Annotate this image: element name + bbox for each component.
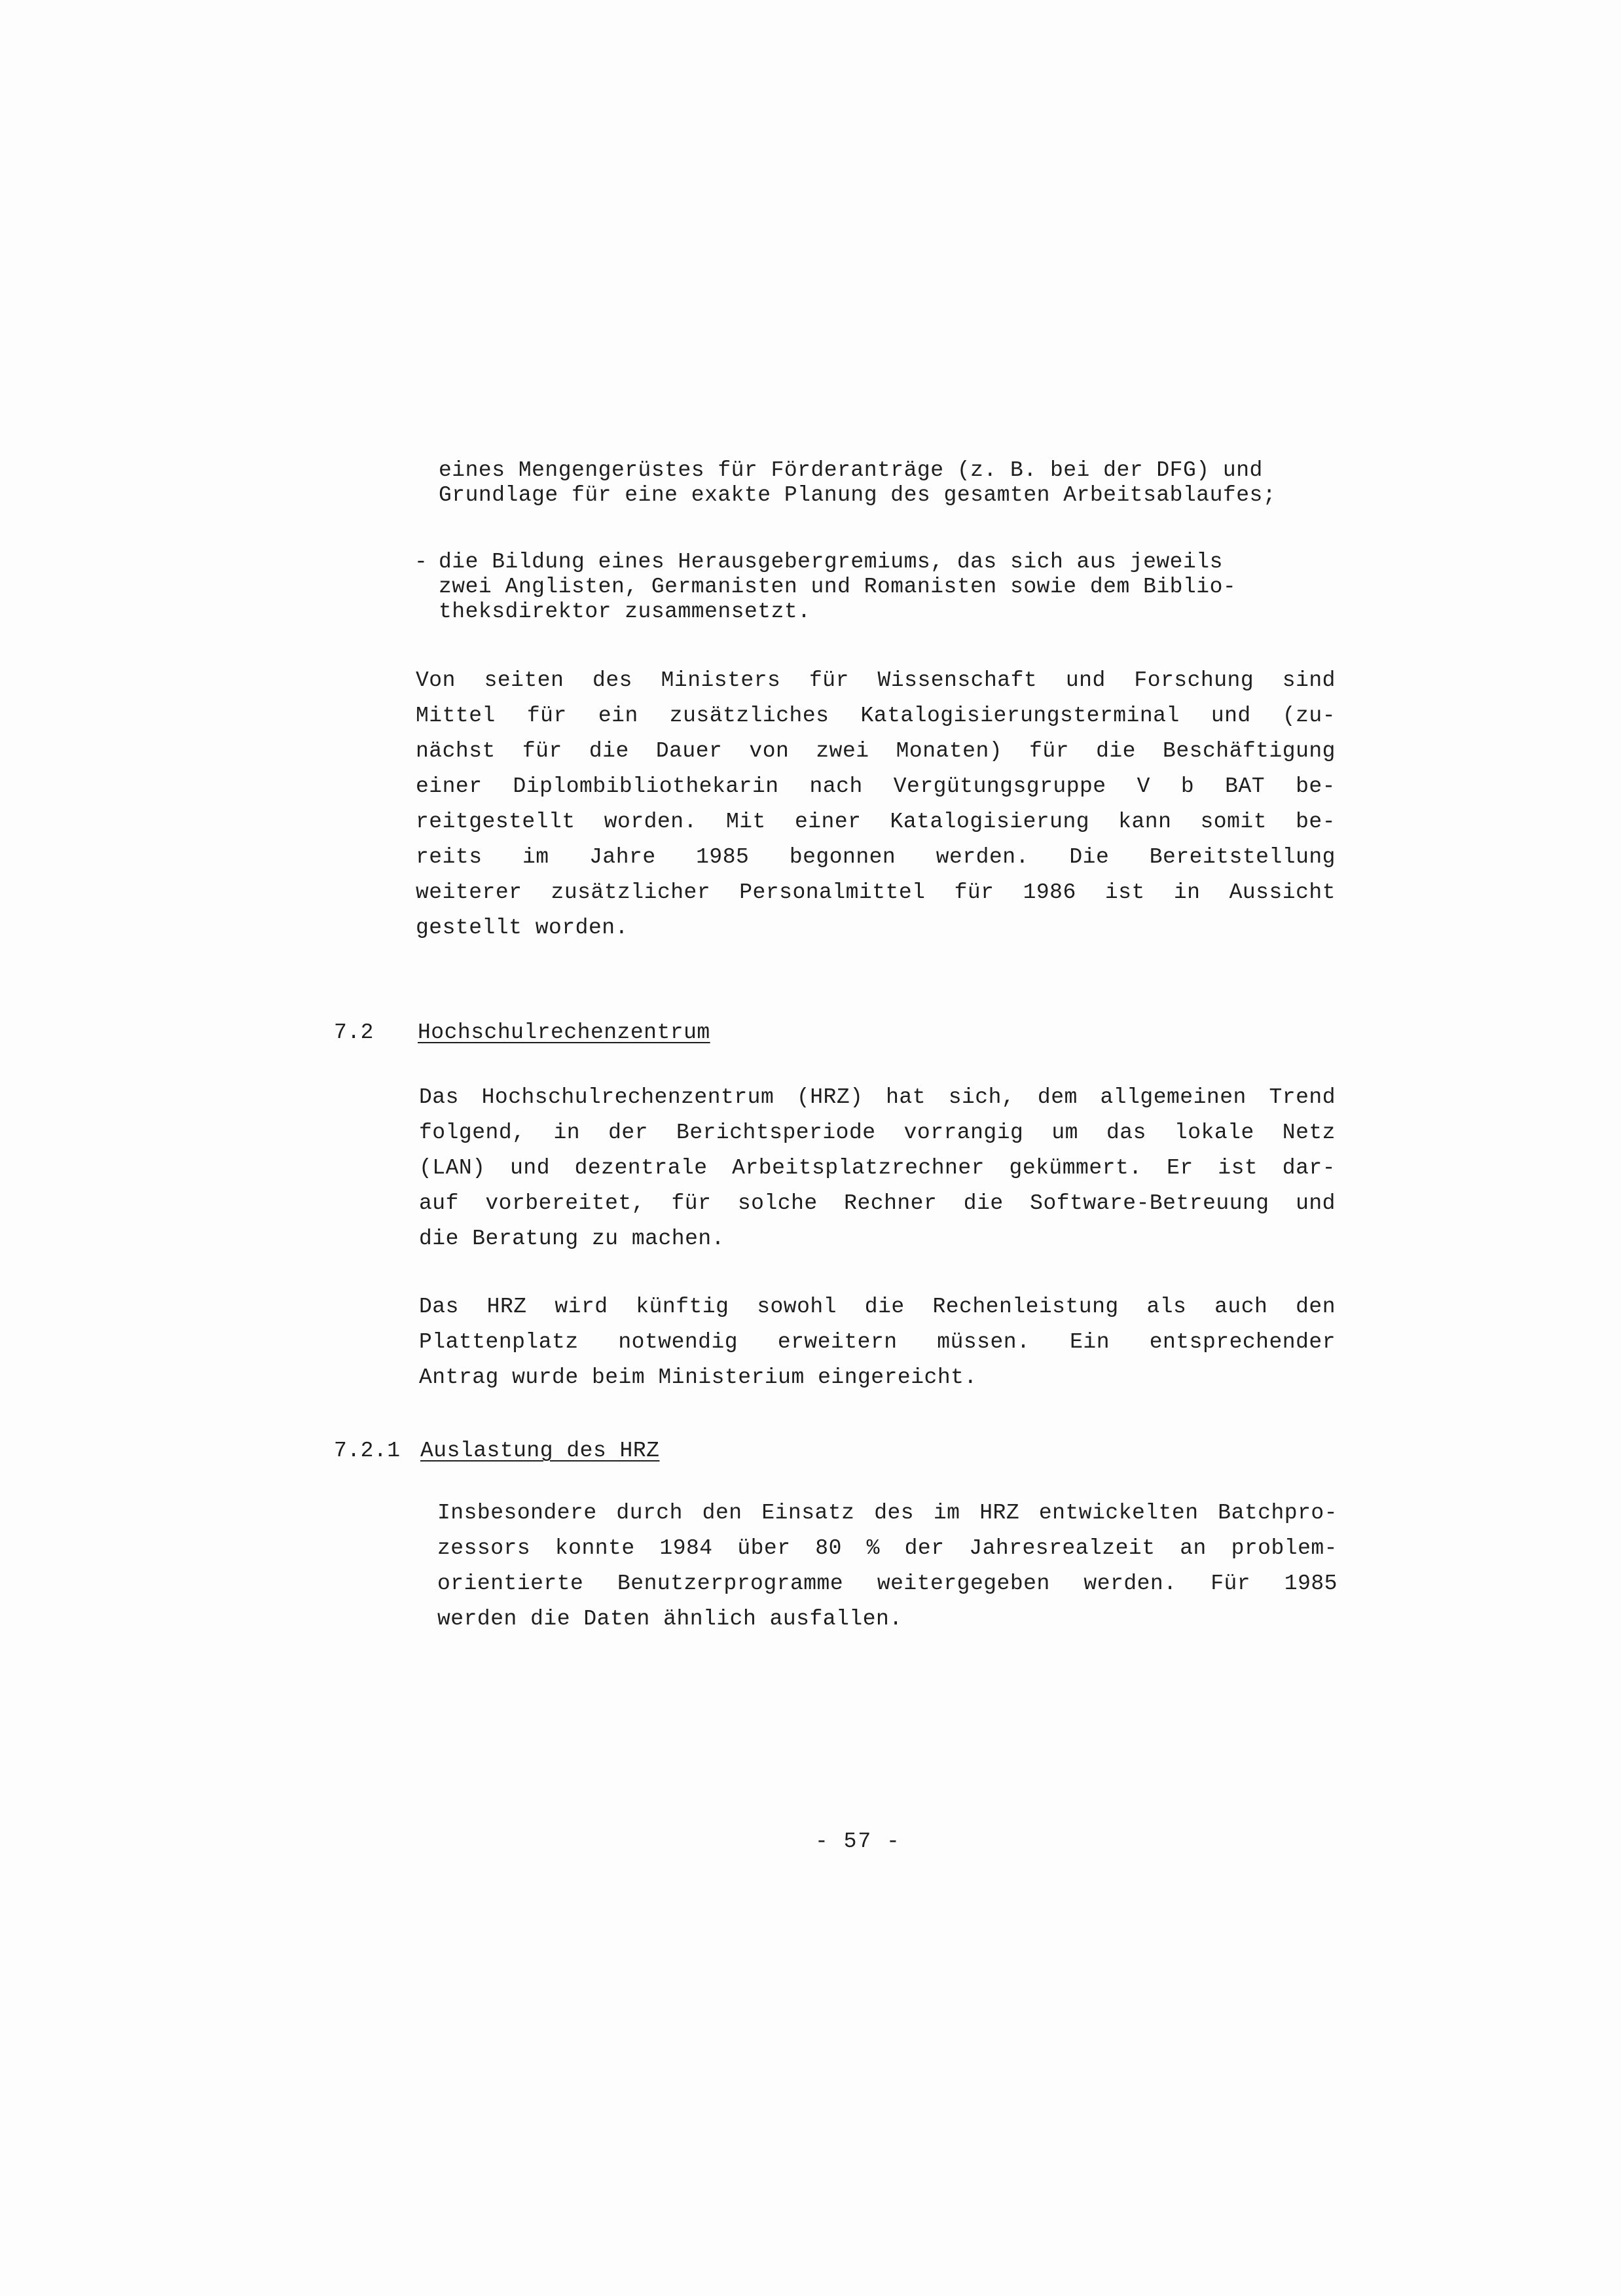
text-line: eines Mengengerüstes für Förderanträge (z. B. bei der DFG) und	[439, 458, 1263, 482]
text-line: folgend, in der Berichtsperiode vorrangig um das lokale Netz	[419, 1121, 1336, 1145]
text-line: Plattenplatz notwendig erweitern müssen. Ein entsprechender	[419, 1330, 1336, 1354]
paragraph-auslastung	[437, 1496, 1338, 1637]
bullet-dash: -	[414, 550, 428, 574]
paragraph-hrz-2	[419, 1289, 1336, 1395]
text-line: weiterer zusätzlicher Personalmittel für 1986 ist in Aussicht	[416, 880, 1336, 905]
text-line: (LAN) und dezentrale Arbeitsplatzrechner gekümmert. Er ist dar-	[419, 1156, 1336, 1180]
text-line: zessors konnte 1984 über 80 % der Jahresrealzeit an problem-	[437, 1536, 1338, 1560]
text-line: auf vorbereitet, für solche Rechner die Software-Betreuung und	[419, 1191, 1336, 1215]
text-line: Das Hochschulrechenzentrum (HRZ) hat sich, dem allgemeinen Trend	[419, 1085, 1336, 1109]
intro-paragraph	[439, 458, 1303, 508]
paragraph-ministerium	[416, 663, 1336, 946]
section-number: 7.2	[334, 1020, 374, 1045]
paragraph-hrz-1	[419, 1080, 1336, 1257]
text-line: reits im Jahre 1985 begonnen werden. Die Bereitstellung	[416, 845, 1336, 869]
text-line: Das HRZ wird künftig sowohl die Rechenleistung als auch den	[419, 1295, 1336, 1319]
text-line: reitgestellt worden. Mit einer Katalogisierung kann somit be-	[416, 810, 1336, 834]
text-line: die Bildung eines Herausgebergremiums, das sich aus jeweils	[439, 550, 1223, 574]
text-line: nächst für die Dauer von zwei Monaten) für die Beschäftigung	[416, 739, 1336, 763]
text-line: gestellt worden.	[416, 916, 628, 940]
text-line: orientierte Benutzerprogramme weitergegeben werden. Für 1985	[437, 1571, 1338, 1596]
section-title: Hochschulrechenzentrum	[418, 1020, 710, 1045]
text-line: Mittel für ein zusätzliches Katalogisierungsterminal und (zu-	[416, 704, 1336, 728]
text-line: Von seiten des Ministers für Wissenschaft und Forschung sind	[416, 668, 1336, 692]
bullet-item	[439, 550, 1303, 624]
text-line: werden die Daten ähnlich ausfallen.	[437, 1607, 903, 1631]
text-line: Antrag wurde beim Ministerium eingereicht.	[419, 1365, 977, 1390]
subsection-number: 7.2.1	[334, 1439, 401, 1463]
text-line: einer Diplombibliothekarin nach Vergütungsgruppe V b BAT be-	[416, 774, 1336, 798]
page-number: - 57 -	[815, 1829, 901, 1854]
text-line: die Beratung zu machen.	[419, 1227, 725, 1251]
text-line: zwei Anglisten, Germanisten und Romanisten sowie dem Biblio-	[439, 575, 1237, 599]
text-line: Insbesondere durch den Einsatz des im HRZ entwickelten Batchpro-	[437, 1501, 1338, 1525]
text-line: Grundlage für eine exakte Planung des gesamten Arbeitsablaufes;	[439, 483, 1277, 507]
text-line: theksdirektor zusammensetzt.	[439, 600, 811, 624]
subsection-title: Auslastung des HRZ	[420, 1439, 660, 1463]
